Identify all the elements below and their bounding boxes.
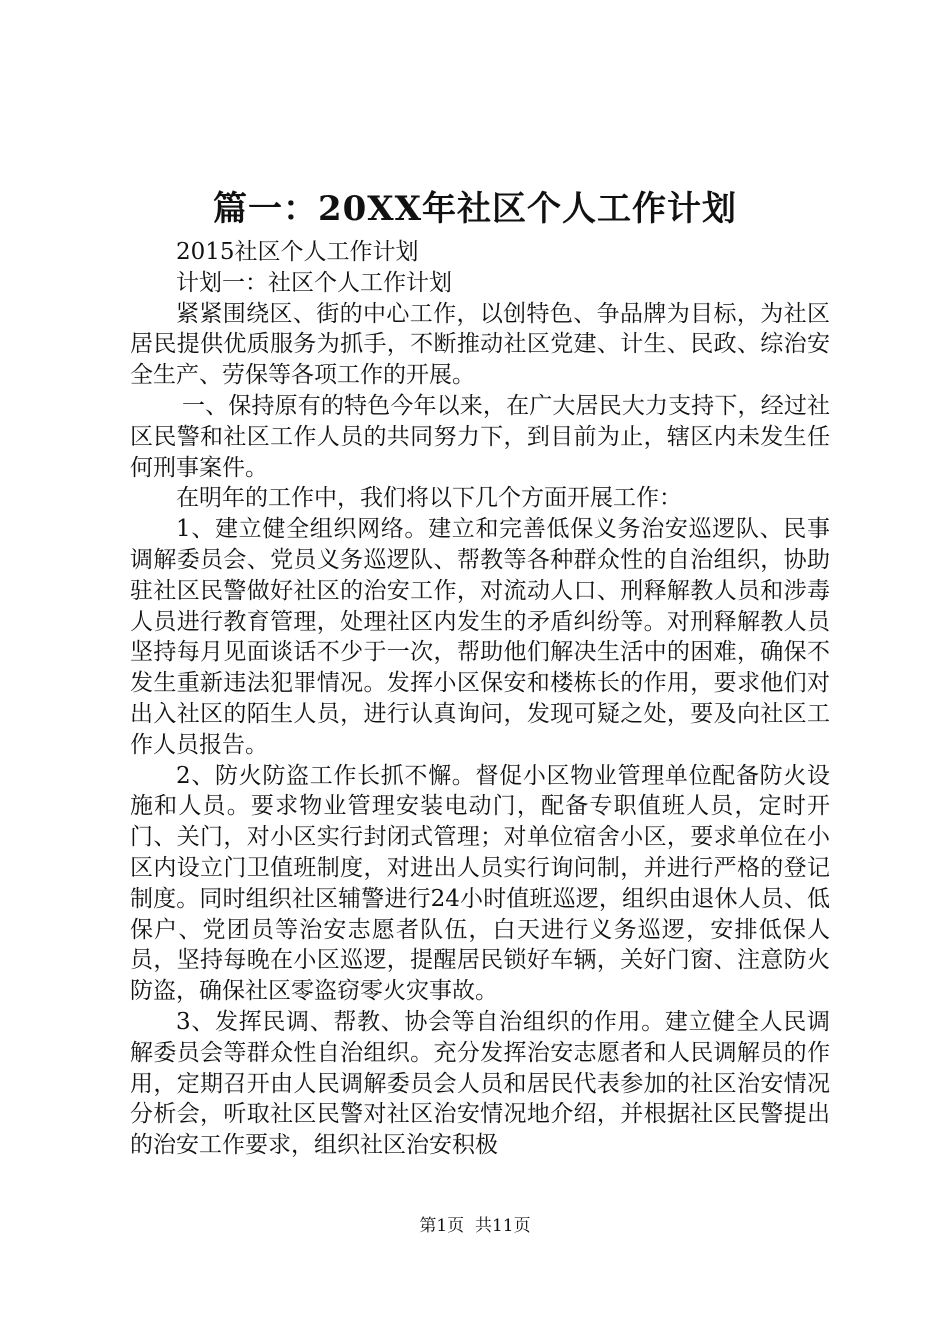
paragraph-section-one: 一、保持原有的特色今年以来，在广大居民大力支持下，经过社区民警和社区工作人员的共同努力下，到目前为止，辖区内未发生任何刑事案件。 [130, 392, 830, 481]
paragraph-plan-title: 计划一：社区个人工作计划 [176, 269, 452, 296]
paragraph-intro: 紧紧围绕区、街的中心工作，以创特色、争品牌为目标，为社区居民提供优质服务为抓手，不断推动社区党建、计生、民政、综治安全生产、劳保等各项工作的开展。 [130, 300, 830, 389]
page-number: 第1页 共11页 [419, 1216, 531, 1236]
paragraph-item-1: 1、建立健全组织网络。建立和完善低保义务治安巡逻队、民事调解委员会、党员义务巡逻队、帮教等各种群众性的自治组织，协助驻社区民警做好社区的治安工作，对流动人口、刑释解教人员和涉毒人员进行教育管理，处理社区内发生的矛盾纠纷等。对刑释解教人员坚持每月见面谈话不少于一次，帮助他们解决生活中的困难，确保不发生重新违法犯罪情况。发挥小区保安和楼栋长的作用，要求他们对出入社区的陌生人员，进行认真询问，发现可疑之处，要及向社区工作人员报告。 [130, 516, 830, 758]
paragraph-item-3: 3、发挥民调、帮教、协会等自治组织的作用。建立健全人民调解委员会等群众性自治组织。充分发挥治安志愿者和人民调解员的作用，定期召开由人民调解委员会人员和居民代表参加的社区治安情况分析会，听取社区民警对社区治安情况地介绍，并根据社区民警提出的治安工作要求，组织社区治安积极 [130, 1008, 830, 1159]
paragraph-heading-year: 2015社区个人工作计划 [176, 239, 419, 265]
document-title: 篇一：20XX年社区个人工作计划 [212, 189, 738, 229]
page-footer [0, 1215, 950, 1237]
document-body [130, 237, 830, 1161]
paragraph-item-2: 2、防火防盗工作长抓不懈。督促小区物业管理单位配备防火设施和人员。要求物业管理安装电动门，配备专职值班人员，定时开门、关门，对小区实行封闭式管理；对单位宿舍小区，要求单位在小区内设立门卫值班制度，对进出人员实行询问制，并进行严格的登记制度。同时组织社区辅警进行24小时值班巡逻，组织由退休人员、低保户、党团员等治安志愿者队伍，白天进行义务巡逻，安排低保人员，坚持每晚在小区巡逻，提醒居民锁好车辆，关好门窗、注意防火防盗，确保社区零盗窃零火灾事故。 [130, 762, 830, 1005]
paragraph-next-year: 在明年的工作中，我们将以下几个方面开展工作： [176, 485, 682, 512]
